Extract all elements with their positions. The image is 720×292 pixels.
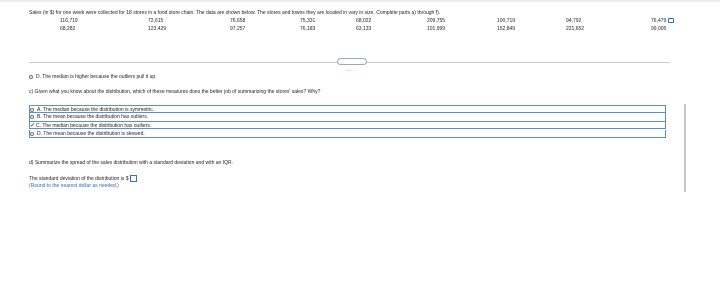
- option-d[interactable]: [29, 130, 666, 138]
- table-cell: 100,719: [497, 18, 516, 24]
- radio-button[interactable]: [29, 75, 33, 79]
- table-cell: 209,755: [427, 18, 446, 24]
- option-c-selected[interactable]: [29, 121, 666, 129]
- checkmark-icon: ✔: [30, 123, 36, 129]
- rounding-hint: (Round to the nearest dollar as needed.): [29, 183, 119, 189]
- std-dev-prompt: [29, 175, 137, 182]
- copy-data-icon[interactable]: [668, 18, 674, 23]
- expand-button[interactable]: [337, 58, 367, 74]
- std-dev-input[interactable]: [130, 175, 137, 182]
- table-cell: 76,183: [300, 26, 316, 32]
- table-cell: 221,652: [566, 26, 585, 32]
- scrollbar[interactable]: [684, 104, 686, 192]
- table-cell: 101,999: [427, 26, 446, 32]
- option-a[interactable]: [29, 105, 666, 113]
- table-cell: 68,022: [356, 18, 372, 24]
- data-table: [0, 18, 720, 40]
- previous-answer-option[interactable]: [29, 74, 157, 80]
- table-cell: 63,133: [356, 26, 372, 32]
- std-dev-label: The standard deviation of the distribution is $: [29, 175, 129, 182]
- radio-button[interactable]: [30, 108, 34, 112]
- option-label: D. The median is higher because the outliers pull it up.: [36, 74, 157, 80]
- table-cell: 76,658: [230, 18, 246, 24]
- option-label: C. The median because the distribution has outliers.: [36, 123, 152, 129]
- table-cell: 94,792: [566, 18, 582, 24]
- table-cell: 152,849: [497, 26, 516, 32]
- table-cell: 123,429: [148, 26, 167, 32]
- table-cell: 116,719: [60, 18, 78, 24]
- radio-button[interactable]: [30, 115, 34, 119]
- table-cell: 72,615: [148, 18, 164, 24]
- table-cell: 75,331: [300, 18, 316, 24]
- question-d: d) Summarize the spread of the sales distribution with a standard deviation and with an IQR.: [29, 160, 233, 166]
- table-cell: 76,479: [651, 18, 674, 24]
- ellipsis-icon: ·····: [346, 68, 358, 74]
- table-cell: 68,282: [60, 26, 76, 32]
- question-c: c) Given what you know about the distribution, which of these measures does the better job of summarizing the stores' sales? Why?: [29, 89, 321, 95]
- option-label: D. The mean because the distribution is skewed.: [37, 131, 145, 137]
- question-prompt: Sales (in $) for one week were collected for 18 stores in a food store chain. The data are shown below. The stores and towns they are located in vary in size. Complete parts a) through f).: [29, 10, 441, 16]
- option-b[interactable]: [29, 113, 666, 121]
- option-label: A. The median because the distribution is symmetric.: [37, 107, 155, 113]
- radio-button[interactable]: [30, 132, 34, 136]
- top-border: [0, 0, 720, 2]
- option-label: B. The mean because the distribution has outliers.: [37, 114, 149, 120]
- table-cell: 99,005: [651, 26, 667, 32]
- table-cell: 97,257: [230, 26, 246, 32]
